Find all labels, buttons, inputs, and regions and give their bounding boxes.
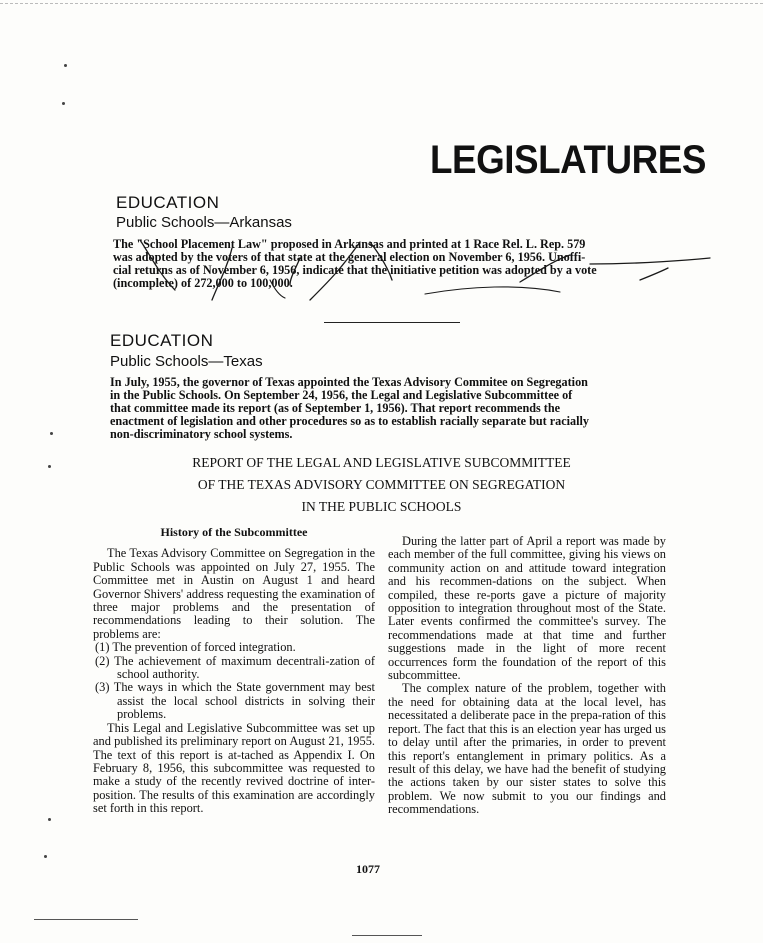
- text-line: enactment of legislation and other procedures so as to establish racially separate but racially: [110, 414, 590, 428]
- text-line: that committee made its report (as of September 1, 1956). That report recommends the: [110, 401, 561, 415]
- text-line: non-discriminatory school systems.: [110, 427, 293, 441]
- speck: [64, 64, 67, 67]
- text-line: The "School Placement Law" proposed in Arkansas and printed at 1 Race Rel. L. Rep. 579: [113, 237, 586, 251]
- text-line: cial returns as of November 6, 1956, indicate that the initiative petition was adopted by a vote: [113, 263, 597, 277]
- text-line: in the Public Schools. On September 24, 1956, the Legal and Legislative Subcommittee of: [110, 388, 573, 402]
- paragraph: During the latter part of April a report was made by each member of the full committee, giving his views on community action on and attitude toward integration and his recommen-dations on the subject. When compiled, these re-ports gave a picture of majority opposition to integration throughout most of the State. Later events confirmed the committee's survey. The recommendations made at that time and further suggestions made in the light of more recent occurrences form the foundation of the report of this subcommittee.: [388, 534, 666, 683]
- section-divider: [324, 322, 460, 323]
- report-title-line: OF THE TEXAS ADVISORY COMMITTEE ON SEGREGATION: [197, 477, 566, 492]
- arkansas-paragraph: [113, 238, 676, 290]
- scan-artifact-line: [34, 919, 138, 920]
- speck: [50, 432, 53, 435]
- section-subtitle: Public Schools—Arkansas: [116, 214, 292, 231]
- text-line: In July, 1955, the governor of Texas appointed the Texas Advisory Commitee on Segregation: [110, 375, 588, 389]
- scan-artifact-line: [352, 935, 422, 936]
- subsection-heading: History of the Subcommittee: [160, 525, 308, 539]
- section-subtitle: Public Schools—Texas: [110, 353, 263, 370]
- right-column: [388, 535, 666, 817]
- section-category: EDUCATION: [110, 331, 214, 350]
- paragraph: The complex nature of the problem, together with the need for obtaining data at the local level, has necessitated a deliberate pace in the prepa-ration of this report. The fact that this is an election year has urged us to delay until after the primaries, in order to prevent this report's entanglement in primary politics. As a result of this delay, we have had the benefit of studying the actions taken by our sister states to solve this problem. We now submit to you our findings and recommendations.: [388, 681, 666, 817]
- report-title-line: REPORT OF THE LEGAL AND LEGISLATIVE SUBCOMMITTEE: [192, 455, 571, 470]
- list-item: (3) The ways in which the State government may best assist the local school districts in solving their problems.: [95, 680, 375, 722]
- paragraph: The Texas Advisory Committee on Segregation in the Public Schools was appointed on July 27, 1955. The Committee met in Austin on August 1 and heard Governor Shivers' address requesting the examination of three major problems and the presentation of recommendations leading to their solution. The problems are:: [93, 546, 375, 641]
- report-title-line: IN THE PUBLIC SCHOOLS: [301, 499, 462, 514]
- list-item: (2) The achievement of maximum decentrali-zation of school authority.: [95, 653, 375, 682]
- section-category: EDUCATION: [116, 193, 220, 212]
- speck: [48, 818, 51, 821]
- top-border-line: [0, 3, 763, 4]
- list-item: (1) The prevention of forced integration.: [95, 640, 296, 655]
- paragraph: This Legal and Legislative Subcommittee was set up and published its preliminary report on August 21, 1955. The text of this report is at-tached as Appendix I. On February 8, 1956, this subcommittee was requested to make a study of the recently revived doctrine of inter-position. The results of this examination are accordingly set forth in this report.: [93, 720, 375, 816]
- text-line: was adopted by the voters of that state at the general election on November 6, 1956. Unoffi-: [113, 250, 586, 264]
- speck: [62, 102, 65, 105]
- page-header: LEGISLATURES: [430, 138, 706, 182]
- texas-paragraph: [110, 376, 672, 441]
- speck: [44, 855, 47, 858]
- left-column: [93, 526, 375, 816]
- page-number: 1077: [356, 862, 380, 876]
- text-line: (incomplete) of 272,000 to 100,000.: [113, 276, 293, 290]
